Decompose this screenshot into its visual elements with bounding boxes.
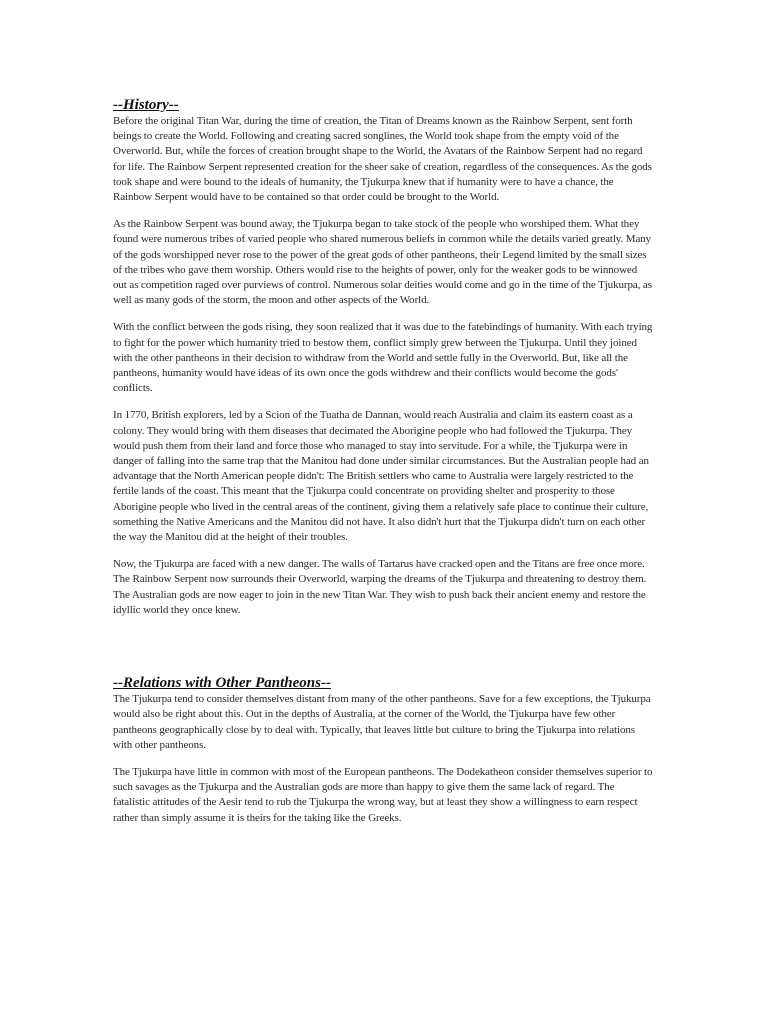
history-paragraph-3: With the conflict between the gods rising, they soon realized that it was due to the fatebindings of humanity. With each trying to fight for the power which humanity tried to bestow them, conflict simply grew between the Tjukurpa. Until they joined with the other pantheons in their decision to withdraw from the World and settle fully in the Overworld. But, like all the pantheons, humanity would have ideas of its own once the gods withdrew and their conflicts would become the gods' conflicts.	[113, 321, 653, 395]
section-spacer	[113, 630, 653, 674]
relations-heading: --Relations with Other Pantheons--	[113, 675, 331, 692]
relations-paragraph-2: The Tjukurpa have little in common with most of the European pantheons. The Dodekatheon consider themselves superior to such savages as the Tjukurpa and the Australian gods are more than happy to give them the same lack of regard. The fatalistic attitudes of the Aesir tend to rub the Tjukurpa the wrong way, but at least they show a willingness to earn respect rather than simply assume it is theirs for the taking like the Greeks.	[113, 765, 653, 824]
history-paragraph-4: In 1770, British explorers, led by a Scion of the Tuatha de Dannan, would reach Australia and claim its eastern coast as a colony. They would bring with them diseases that decimated the Aborigine people who had followed the Tjukurpa. They would push them from their land and force those who managed to stay into servitude. For a while, the Tjukurpa were in danger of falling into the same trap that the Manitou had done under similar circumstances. But the Australian people had an advantage that the North American people didn't: The British settlers who came to Australia were largely restricted to the fertile lands of the coast. This meant that the Tjukurpa could concentrate on providing shelter and prosperity to those Aborigine people who lived in the central areas of the continent, giving them a relatively safe place to continue their culture, something the Native Americans and the Manitou did not have. It also didn't hurt that the Tjukurpa didn't turn on each other the way the Manitou did at the height of their troubles.	[113, 409, 649, 544]
history-heading: --History--	[113, 97, 179, 113]
history-paragraph-1: Before the original Titan War, during the time of creation, the Titan of Dreams known as the Rainbow Serpent, sent forth beings to create the World. Following and creating sacred songlines, the World took shape from the empty void of the Overworld. But, while the forces of creation brought shape to the World, the Avatars of the Rainbow Serpent had no regard for life. The Rainbow Serpent represented creation for the sheer sake of creation, regardless of the consequences. As the gods took shape and were bound to the ideals of humanity, the Tjukurpa knew that if humanity were to have a chance, the Rainbow Serpent would have to be contained so that order could be brought to the World.	[113, 115, 652, 204]
document-page	[113, 96, 653, 838]
history-paragraph-5: Now, the Tjukurpa are faced with a new danger. The walls of Tartarus have cracked open and the Titans are free once more. The Rainbow Serpent now surrounds their Overworld, warping the dreams of the Tjukurpa and threatening to destroy them. The Australian gods are now eager to join in the new Titan War. They wish to push back their ancient enemy and restore the idyllic world they once knew.	[113, 558, 647, 616]
relations-paragraph-1: The Tjukurpa tend to consider themselves distant from many of the other pantheons. Save for a few exceptions, the Tjukurpa would also be right about this. Out in the depths of Australia, at the corner of the World, the Tjukurpa have few other pantheons geographically close by to deal with. Typically, that leaves little but culture to bring the Tjukurpa into relations with other pantheons.	[113, 693, 651, 751]
history-paragraph-2: As the Rainbow Serpent was bound away, the Tjukurpa began to take stock of the people who worshiped them. What they found were numerous tribes of varied people who shared numerous beliefs in common while the details varied greatly. Many of the gods worshipped never rose to the power of the great gods of other pantheons, their Legend limited by the small sizes of the tribes who gave them worship. Others would rise to the heights of power, only for the weaker gods to be winnowed out as competition raged over purviews of control. Numerous solar deities would come and go in the time of the Tjukurpa, as well as many gods of the storm, the moon and other aspects of the World.	[113, 218, 652, 307]
